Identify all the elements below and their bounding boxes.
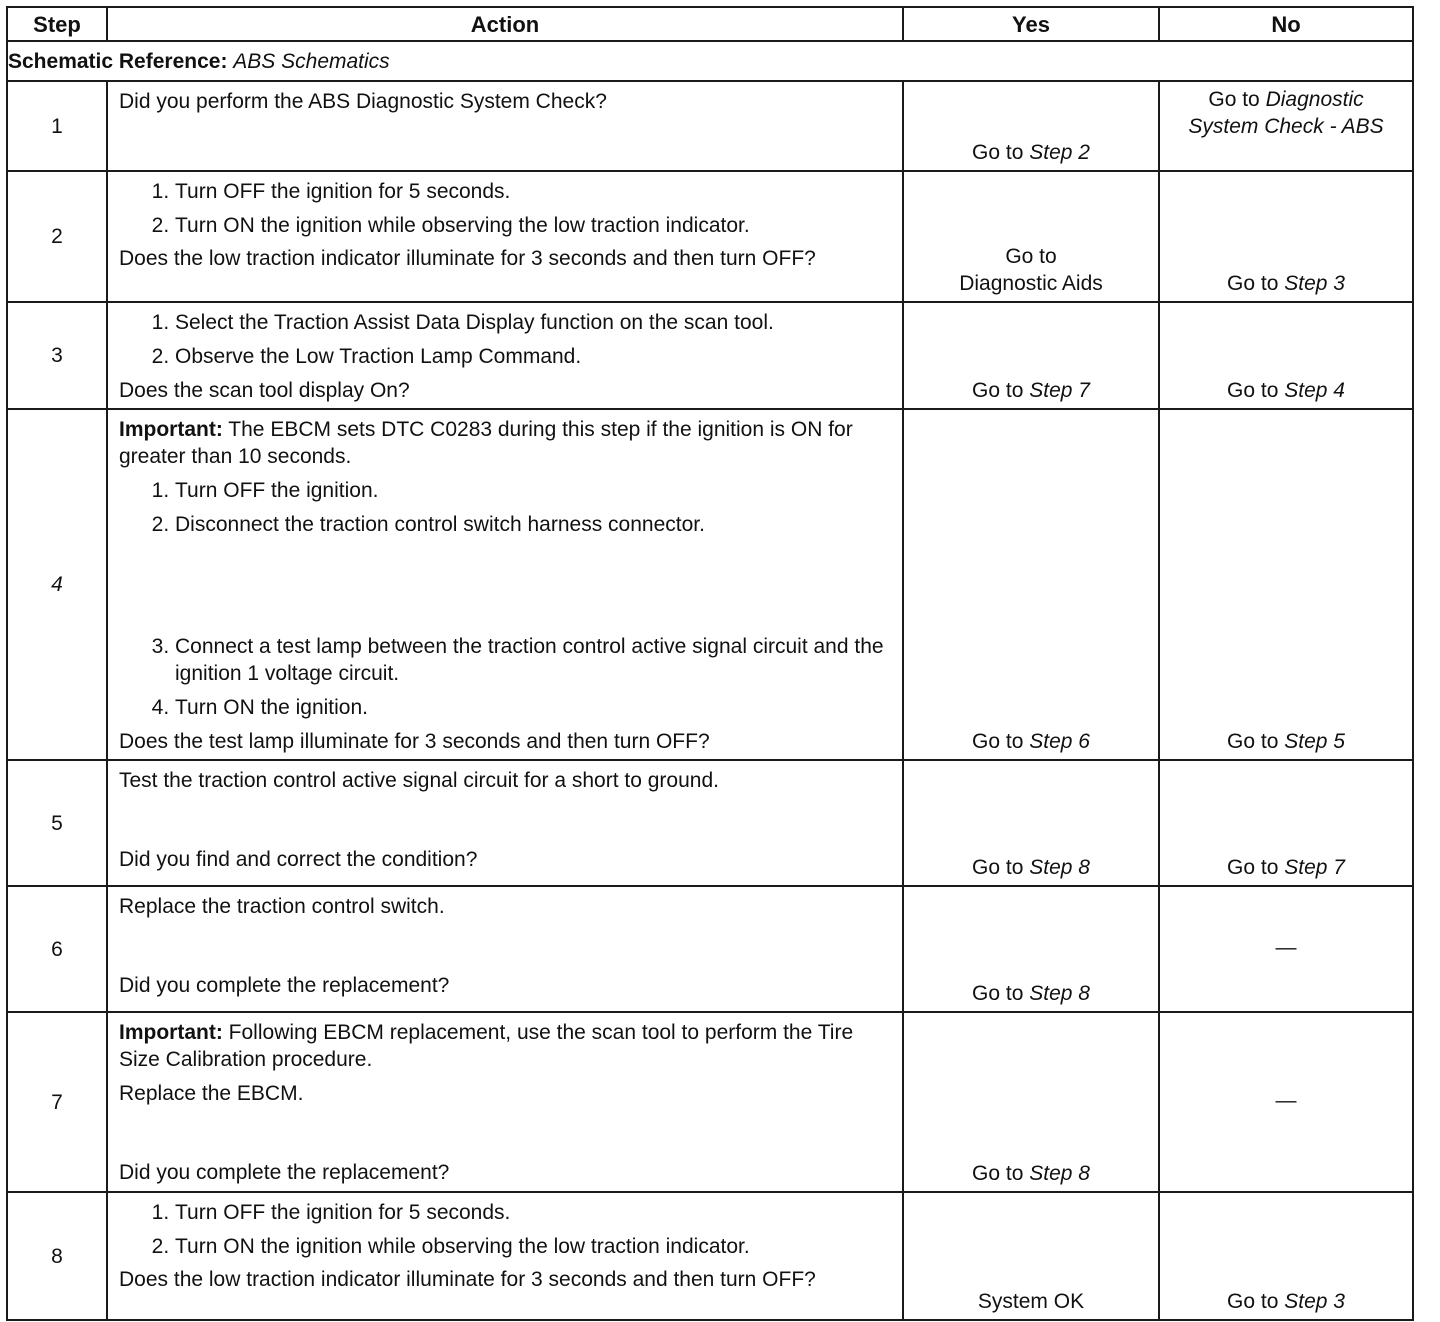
header-yes: Yes [903,7,1159,41]
list-item: 4. Turn ON the ignition. [175,694,892,721]
header-row [7,7,1413,41]
schematic-reference-row [7,41,1413,81]
important-note [119,1019,892,1073]
yes-cell [903,1012,1159,1192]
diagnostic-table [6,6,1414,1321]
no-cell [1159,171,1413,302]
table-row [7,1012,1413,1192]
list-item: 2. Observe the Low Traction Lamp Command. [175,343,892,370]
question: Does the low traction indicator illuminate for 3 seconds and then turn OFF? [119,247,816,270]
header-action: Action [107,7,903,41]
go-to-text: Go to [972,379,1024,402]
list-item: 1. Turn OFF the ignition for 5 seconds. [175,1199,892,1226]
important-label: Important: [119,1021,223,1044]
no-link[interactable]: Step 3 [1284,1290,1345,1313]
action-cell [107,1012,903,1192]
list-item: 2. Turn ON the ignition while observing the low traction indicator. [175,1233,892,1260]
question: Did you complete the replacement? [119,974,450,997]
no-link[interactable]: Step 5 [1284,730,1345,753]
yes-cell [903,81,1159,171]
no-link[interactable]: Diagnostic [1265,88,1364,111]
step-list [119,178,892,239]
list-item: 1. Turn OFF the ignition. [175,477,892,504]
step-list [119,309,892,370]
yes-link[interactable]: Step 8 [1029,1162,1090,1185]
yes-link[interactable]: Step 6 [1029,730,1090,753]
table-row [7,886,1413,1012]
question: Did you complete the replacement? [119,1161,450,1184]
go-to-text: Go to [1227,272,1279,295]
instruction: Replace the traction control switch. [119,895,445,918]
table-row [7,1192,1413,1320]
table-row [7,171,1413,302]
table-row [7,760,1413,886]
step-number: 1 [7,81,107,171]
header-no: No [1159,7,1413,41]
yes-cell [903,1192,1159,1320]
reference-label: Schematic Reference: [8,49,228,73]
important-text: Following EBCM replacement, use the scan tool to perform the Tire Size Calibration procedure. [119,1021,854,1071]
go-to-text: Go to [972,730,1024,753]
action-cell [107,302,903,409]
spacer [119,794,892,846]
go-to-text: Go to [1227,1290,1279,1313]
yes-cell [903,302,1159,409]
question: Does the test lamp illuminate for 3 seconds and then turn OFF? [119,730,710,753]
action-cell [107,409,903,760]
go-to-text: Go to [972,856,1024,879]
go-to-text: Go to [1227,730,1279,753]
no-link[interactable]: Step 4 [1284,379,1345,402]
list-item: 1. Turn OFF the ignition for 5 seconds. [175,178,892,205]
step-number: 2 [7,171,107,302]
table-row [7,409,1413,760]
question: Does the low traction indicator illuminate for 3 seconds and then turn OFF? [119,1268,816,1291]
step-number: 8 [7,1192,107,1320]
go-to-text: Go to [1208,88,1260,111]
step-number: 6 [7,886,107,1012]
important-text: The EBCM sets DTC C0283 during this step if the ignition is ON for greater than 10 seconds. [119,418,853,468]
yes-link[interactable]: Step 2 [1029,141,1090,164]
table-row [7,302,1413,409]
important-note [119,416,892,470]
instruction: Replace the EBCM. [119,1082,304,1105]
yes-cell [903,409,1159,760]
step-list [119,477,892,538]
yes-cell [903,760,1159,886]
go-to-text: Go to [972,1162,1024,1185]
yes-link[interactable]: Step 8 [1029,856,1090,879]
step-number: 3 [7,302,107,409]
question: Did you find and correct the condition? [119,848,478,871]
action-cell [107,171,903,302]
list-item: 2. Disconnect the traction control switch harness connector. [175,511,892,538]
go-to-text: Go to [1227,379,1279,402]
instruction: Test the traction control active signal circuit for a short to ground. [119,769,719,792]
important-label: Important: [119,418,223,441]
yes-link[interactable]: Step 7 [1029,379,1090,402]
action-cell [107,760,903,886]
step-number: 4 [7,409,107,760]
no-link[interactable]: Step 7 [1284,856,1345,879]
no-cell [1159,1192,1413,1320]
question: Did you perform the ABS Diagnostic System Check? [119,90,607,113]
go-to-text: Go to [972,982,1024,1005]
spacer [119,545,892,633]
header-step: Step [7,7,107,41]
reference-link[interactable]: ABS Schematics [233,49,390,73]
no-cell [1159,760,1413,886]
spacer [119,920,892,972]
go-to-text: Go to [1227,856,1279,879]
yes-result: System OK [977,1290,1085,1313]
no-dash: — [1275,1088,1297,1112]
no-link[interactable]: System Check - ABS [1188,115,1384,138]
go-to-text: Go to [1005,245,1057,268]
no-link[interactable]: Step 3 [1284,272,1345,295]
step-number: 5 [7,760,107,886]
action-cell [107,886,903,1012]
step-number: 7 [7,1012,107,1192]
no-cell [1159,302,1413,409]
action-cell [107,1192,903,1320]
list-item: 1. Select the Traction Assist Data Display function on the scan tool. [175,309,892,336]
no-cell [1159,409,1413,760]
step-list [119,1199,892,1260]
yes-cell [903,171,1159,302]
action-cell [107,81,903,171]
yes-link[interactable]: Diagnostic Aids [959,272,1103,295]
no-cell [1159,81,1413,171]
spacer [119,1107,892,1159]
schematic-reference [7,41,1413,81]
question: Does the scan tool display On? [119,379,410,402]
step-list [119,633,892,721]
yes-cell [903,886,1159,1012]
go-to-text: Go to [972,141,1024,164]
list-item: 2. Turn ON the ignition while observing the low traction indicator. [175,212,892,239]
no-cell [1159,886,1413,1012]
no-cell [1159,1012,1413,1192]
table-row [7,81,1413,171]
no-dash: — [1275,935,1297,959]
yes-link[interactable]: Step 8 [1029,982,1090,1005]
list-item: 3. Connect a test lamp between the traction control active signal circuit and the ignition 1 voltage circuit. [175,633,892,687]
